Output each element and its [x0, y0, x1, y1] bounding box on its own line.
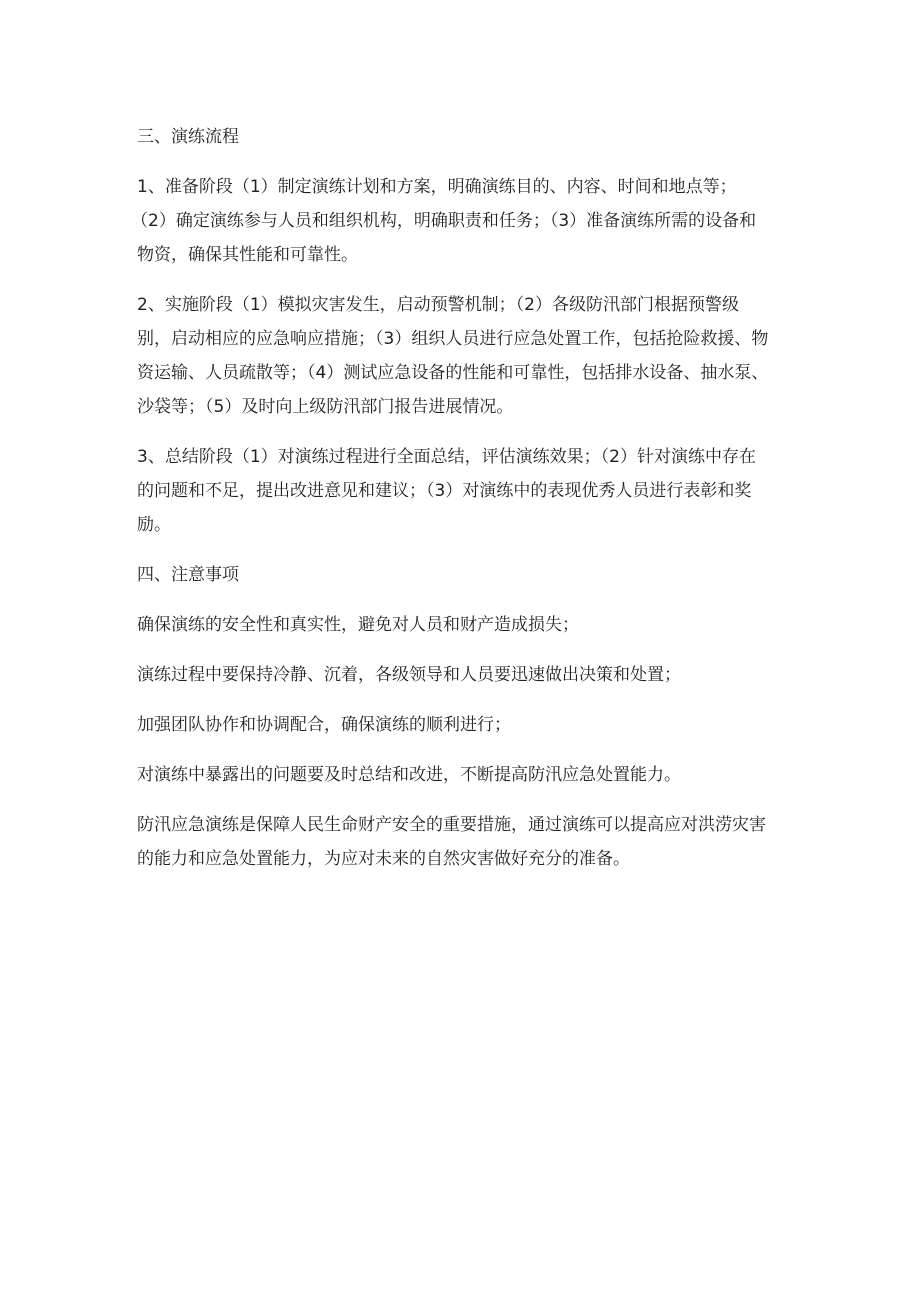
conclusion-line-2: 的能力和应急处置能力，为应对未来的自然灾害做好充分的准备。 [137, 849, 630, 869]
prep-line-2: （2）确定演练参与人员和组织机构，明确职责和任务；（3）准备演练所需的设备和 [131, 211, 757, 231]
notice-item-2: 演练过程中要保持冷静、沉着，各级领导和人员要迅速做出决策和处置； [137, 665, 681, 685]
section-3-heading: 三、演练流程 [137, 127, 239, 147]
prep-line-3: 物资，确保其性能和可靠性。 [137, 245, 358, 265]
impl-line-3: 资运输、人员疏散等；（4）测试应急设备的性能和可靠性，包括排水设备、抽水泵、 [137, 363, 769, 383]
summary-line-1: 3、总结阶段（1）对演练过程进行全面总结，评估演练效果；（2）针对演练中存在 [137, 447, 756, 467]
section-4-heading: 四、注意事项 [137, 565, 239, 585]
notice-item-4: 对演练中暴露出的问题要及时总结和改进，不断提高防汛应急处置能力。 [137, 765, 681, 785]
prep-line-1: 1、准备阶段（1）制定演练计划和方案，明确演练目的、内容、时间和地点等； [137, 177, 737, 197]
impl-line-1: 2、实施阶段（1）模拟灾害发生，启动预警机制；（2）各级防汛部门根据预警级 [137, 295, 739, 315]
impl-line-4: 沙袋等；（5）及时向上级防汛部门报告进展情况。 [137, 397, 514, 417]
notice-item-3: 加强团队协作和协调配合，确保演练的顺利进行； [137, 715, 511, 735]
summary-paragraph [137, 440, 797, 542]
impl-line-2: 别，启动相应的应急响应措施；（3）组织人员进行应急处置工作，包括抢险救援、物 [137, 329, 769, 349]
impl-paragraph [137, 288, 797, 424]
summary-line-2: 的问题和不足，提出改进意见和建议；（3）对演练中的表现优秀人员进行表彰和奖 [137, 481, 752, 501]
prep-paragraph [131, 170, 797, 272]
conclusion-paragraph [137, 808, 797, 876]
summary-line-3: 励。 [137, 515, 171, 535]
conclusion-line-1: 防汛应急演练是保障人民生命财产安全的重要措施，通过演练可以提高应对洪涝灾害 [137, 815, 766, 835]
notice-item-1: 确保演练的安全性和真实性，避免对人员和财产造成损失； [137, 615, 579, 635]
document-body [131, 120, 797, 876]
